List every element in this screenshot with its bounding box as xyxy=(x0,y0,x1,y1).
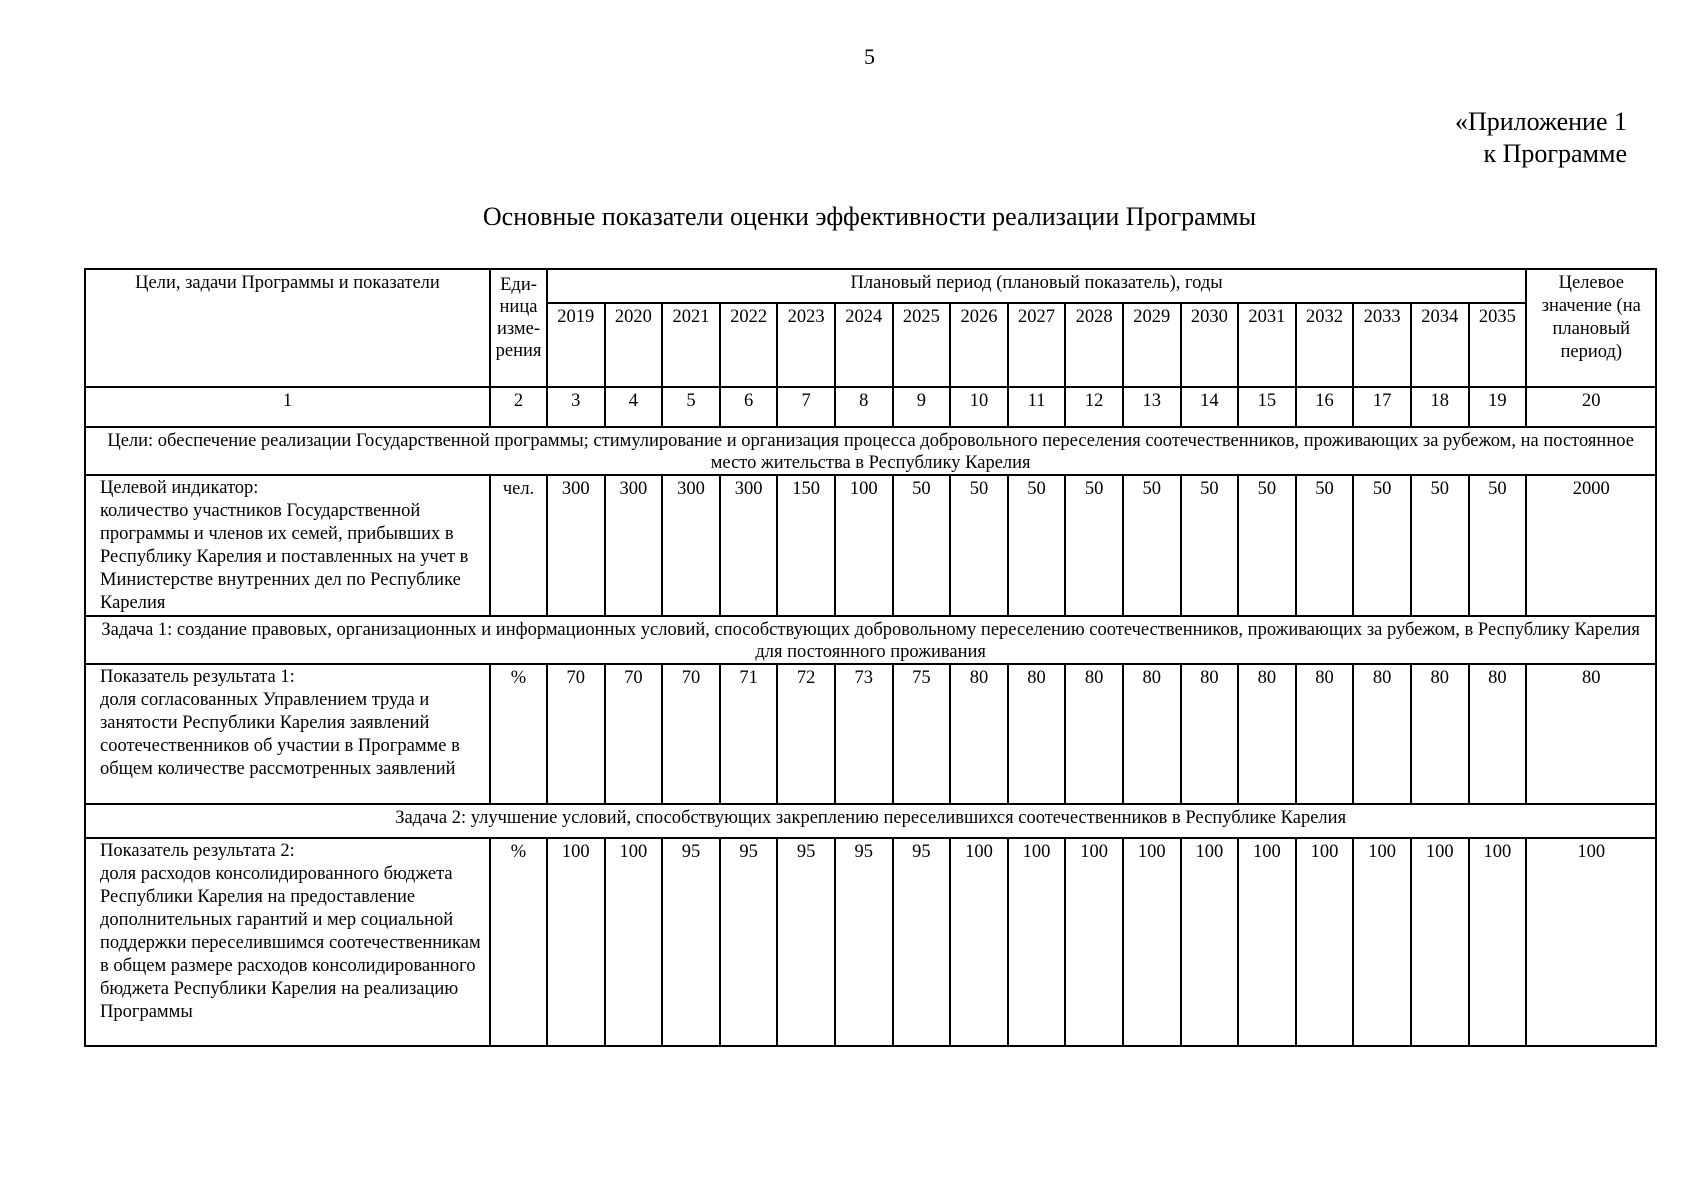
value-cell-2021: 95 xyxy=(662,838,720,1046)
value-cell-2027: 100 xyxy=(1008,838,1066,1046)
section-heading-row xyxy=(85,427,1656,475)
value-cell-2025: 75 xyxy=(893,664,951,804)
year-header-2033: 2033 xyxy=(1353,303,1411,387)
target-value: 100 xyxy=(1526,838,1656,1046)
value-cell-2024: 95 xyxy=(835,838,893,1046)
value-cell-2030: 100 xyxy=(1181,838,1239,1046)
year-header-2024: 2024 xyxy=(835,303,893,387)
indicator-unit: % xyxy=(490,838,547,1046)
column-number-7: 7 xyxy=(777,387,835,427)
header-goals: Цели, задачи Программы и показатели xyxy=(85,269,490,387)
header-unit: Еди-ница изме-рения xyxy=(490,269,547,387)
year-header-2026: 2026 xyxy=(950,303,1008,387)
value-cell-2022: 71 xyxy=(720,664,778,804)
value-cell-2024: 73 xyxy=(835,664,893,804)
value-cell-2031: 80 xyxy=(1238,664,1296,804)
header-period: Плановый период (плановый показатель), годы xyxy=(547,269,1526,303)
year-header-2023: 2023 xyxy=(777,303,835,387)
value-cell-2020: 100 xyxy=(605,838,663,1046)
value-cell-2026: 80 xyxy=(950,664,1008,804)
value-cell-2034: 80 xyxy=(1411,664,1469,804)
year-header-2029: 2029 xyxy=(1123,303,1181,387)
section-heading: Цели: обеспечение реализации Государственной программы; стимулирование и организация процесса добровольного переселения соотечественников, проживающих за рубежом, на постоянное место жительства в Республику Карелия xyxy=(85,427,1656,475)
column-number-15: 15 xyxy=(1238,387,1296,427)
indicator-unit: чел. xyxy=(490,475,547,616)
value-cell-2029: 100 xyxy=(1123,838,1181,1046)
value-cell-2030: 50 xyxy=(1181,475,1239,616)
value-cell-2019: 300 xyxy=(547,475,605,616)
value-cell-2024: 100 xyxy=(835,475,893,616)
value-cell-2029: 50 xyxy=(1123,475,1181,616)
year-header-2025: 2025 xyxy=(893,303,951,387)
value-cell-2028: 80 xyxy=(1065,664,1123,804)
value-cell-2034: 50 xyxy=(1411,475,1469,616)
value-cell-2033: 50 xyxy=(1353,475,1411,616)
value-cell-2021: 70 xyxy=(662,664,720,804)
value-cell-2019: 70 xyxy=(547,664,605,804)
column-number-20: 20 xyxy=(1526,387,1656,427)
target-value: 80 xyxy=(1526,664,1656,804)
value-cell-2033: 80 xyxy=(1353,664,1411,804)
value-cell-2031: 100 xyxy=(1238,838,1296,1046)
value-cell-2029: 80 xyxy=(1123,664,1181,804)
appendix-label xyxy=(1455,106,1627,170)
indicator-description: Показатель результата 2: доля расходов консолидированного бюджета Республики Карелия на предоставление дополнительных гарантий и мер социальной поддержки переселившимся соотечественникам в общем размере расходов консолидированного бюджета Республики Карелия на реализацию Программы xyxy=(85,838,490,1046)
column-number-11: 11 xyxy=(1008,387,1066,427)
column-number-12: 12 xyxy=(1065,387,1123,427)
year-header-2022: 2022 xyxy=(720,303,778,387)
value-cell-2035: 80 xyxy=(1469,664,1527,804)
value-cell-2023: 95 xyxy=(777,838,835,1046)
column-number-6: 6 xyxy=(720,387,778,427)
column-number-16: 16 xyxy=(1296,387,1354,427)
column-number-17: 17 xyxy=(1353,387,1411,427)
header-target: Целевое значение (на плановый период) xyxy=(1526,269,1656,387)
value-cell-2032: 80 xyxy=(1296,664,1354,804)
column-number-2: 2 xyxy=(490,387,547,427)
indicator-row xyxy=(85,664,1656,804)
value-cell-2031: 50 xyxy=(1238,475,1296,616)
value-cell-2026: 50 xyxy=(950,475,1008,616)
page-number: 5 xyxy=(864,44,875,69)
column-number-14: 14 xyxy=(1181,387,1239,427)
section-heading-row xyxy=(85,616,1656,664)
column-number-5: 5 xyxy=(662,387,720,427)
target-value: 2000 xyxy=(1526,475,1656,616)
value-cell-2032: 50 xyxy=(1296,475,1354,616)
column-number-13: 13 xyxy=(1123,387,1181,427)
value-cell-2022: 300 xyxy=(720,475,778,616)
section-heading: Задача 1: создание правовых, организационных и информационных условий, способствующих добровольному переселению соотечественников, проживающих за рубежом, в Республику Карелия для постоянного проживания xyxy=(85,616,1656,664)
value-cell-2022: 95 xyxy=(720,838,778,1046)
section-heading: Задача 2: улучшение условий, способствующих закреплению переселившихся соотечественников в Республике Карелия xyxy=(85,804,1656,838)
value-cell-2021: 300 xyxy=(662,475,720,616)
value-cell-2025: 50 xyxy=(893,475,951,616)
value-cell-2035: 100 xyxy=(1469,838,1527,1046)
value-cell-2026: 100 xyxy=(950,838,1008,1046)
indicator-row xyxy=(85,475,1656,616)
value-cell-2023: 72 xyxy=(777,664,835,804)
indicator-description: Целевой индикатор: количество участников Государственной программы и членов их семей, прибывших в Республику Карелия и поставленных на учет в Министерстве внутренних дел по Республике Карелия xyxy=(85,475,490,616)
value-cell-2035: 50 xyxy=(1469,475,1527,616)
year-header-2032: 2032 xyxy=(1296,303,1354,387)
value-cell-2020: 70 xyxy=(605,664,663,804)
column-number-10: 10 xyxy=(950,387,1008,427)
value-cell-2028: 50 xyxy=(1065,475,1123,616)
value-cell-2033: 100 xyxy=(1353,838,1411,1046)
year-header-2028: 2028 xyxy=(1065,303,1123,387)
year-header-2035: 2035 xyxy=(1469,303,1527,387)
year-header-2034: 2034 xyxy=(1411,303,1469,387)
indicator-unit: % xyxy=(490,664,547,804)
appendix-line-2: к Программе xyxy=(1483,139,1627,168)
value-cell-2025: 95 xyxy=(893,838,951,1046)
value-cell-2027: 80 xyxy=(1008,664,1066,804)
value-cell-2027: 50 xyxy=(1008,475,1066,616)
value-cell-2030: 80 xyxy=(1181,664,1239,804)
year-header-2021: 2021 xyxy=(662,303,720,387)
document-title: Основные показатели оценки эффективности реализации Программы xyxy=(482,202,1257,231)
appendix-line-1: «Приложение 1 xyxy=(1454,107,1627,136)
column-number-9: 9 xyxy=(893,387,951,427)
column-number-18: 18 xyxy=(1411,387,1469,427)
value-cell-2023: 150 xyxy=(777,475,835,616)
column-number-3: 3 xyxy=(547,387,605,427)
column-number-4: 4 xyxy=(605,387,663,427)
column-numbers-row xyxy=(85,387,1656,427)
year-header-2030: 2030 xyxy=(1181,303,1239,387)
column-number-19: 19 xyxy=(1469,387,1527,427)
section-heading-row xyxy=(85,804,1656,838)
value-cell-2020: 300 xyxy=(605,475,663,616)
indicator-row xyxy=(85,838,1656,1046)
column-number-1: 1 xyxy=(85,387,490,427)
value-cell-2019: 100 xyxy=(547,838,605,1046)
year-header-2019: 2019 xyxy=(547,303,605,387)
column-number-8: 8 xyxy=(835,387,893,427)
indicators-table xyxy=(84,268,1657,1047)
year-header-2020: 2020 xyxy=(605,303,663,387)
year-header-2031: 2031 xyxy=(1238,303,1296,387)
indicator-description: Показатель результата 1: доля согласованных Управлением труда и занятости Республики Карелия заявлений соотечественников об участии в Программе в общем количестве рассмотренных заявлений xyxy=(85,664,490,804)
year-header-2027: 2027 xyxy=(1008,303,1066,387)
value-cell-2034: 100 xyxy=(1411,838,1469,1046)
value-cell-2032: 100 xyxy=(1296,838,1354,1046)
value-cell-2028: 100 xyxy=(1065,838,1123,1046)
